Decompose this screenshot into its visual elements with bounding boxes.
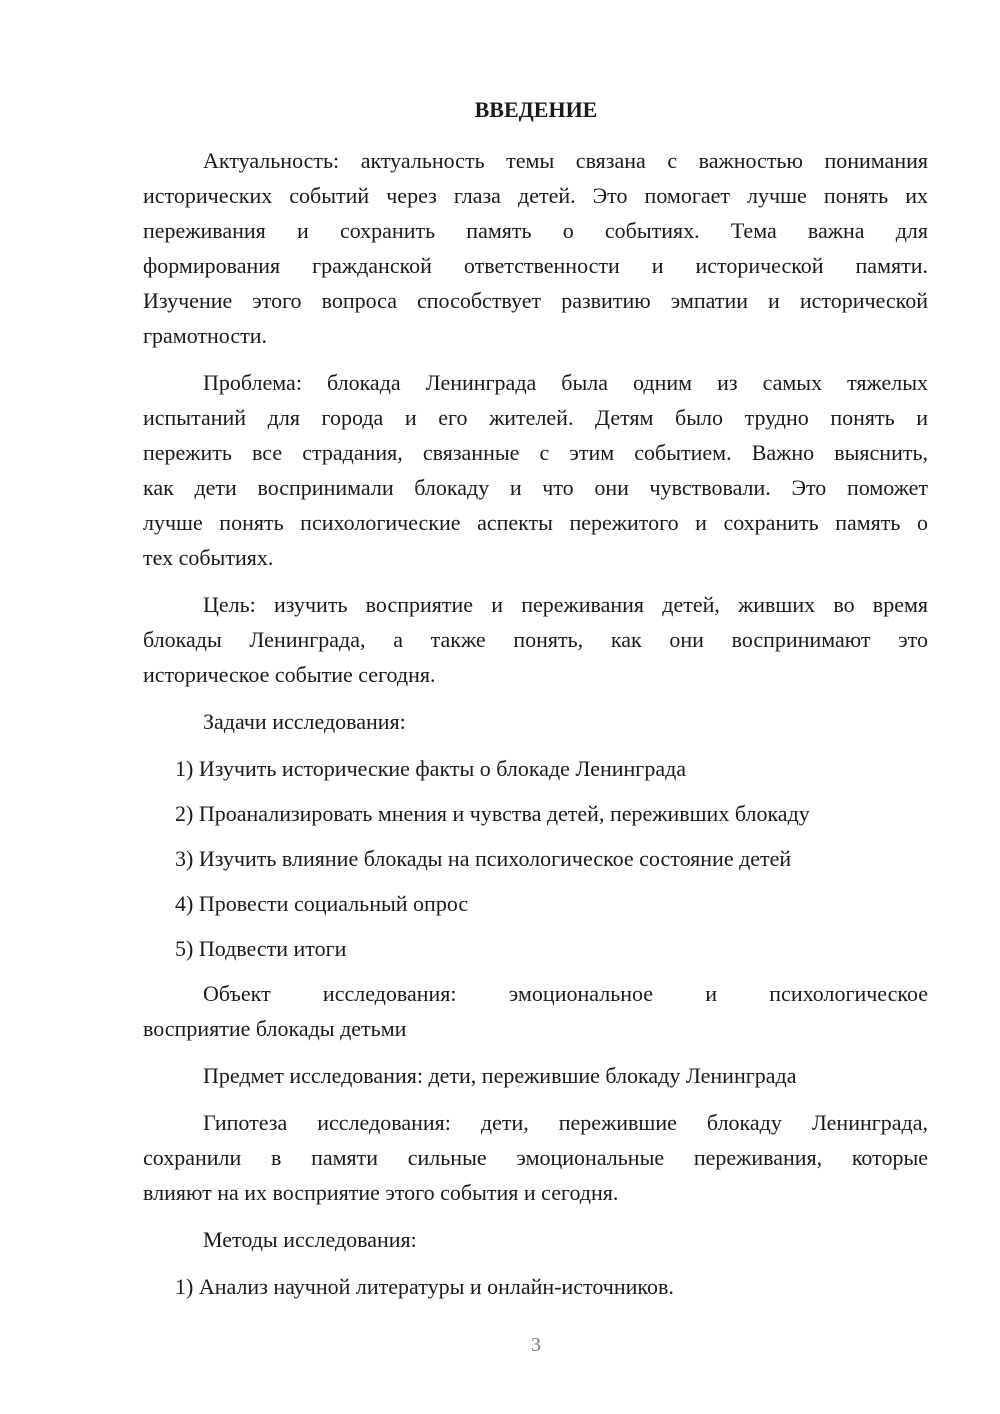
page-number: 3 (531, 1334, 541, 1356)
paragraph (143, 365, 928, 575)
text-line: Объект исследования: эмоциональное и психологическое (203, 981, 928, 1006)
text-line: грамотности. (143, 323, 268, 348)
list-item: 1) Анализ научной литературы и онлайн-источников. (175, 1274, 674, 1299)
list-item: 4) Провести социальный опрос (175, 891, 469, 916)
text-line: тех событиях. (143, 545, 274, 570)
text-line: формирования гражданской ответственности и исторической памяти. (143, 253, 928, 278)
paragraph (143, 1222, 928, 1257)
text-line: Предмет исследования: дети, пережившие блокаду Ленинграда (203, 1063, 797, 1088)
text-line: исторических событий через глаза детей. Это помогает лучше понять их (143, 183, 928, 208)
text-line: Проблема: блокада Ленинграда была одним из самых тяжелых (203, 370, 928, 395)
text-line: Актуальность: актуальность темы связана с важностью понимания (203, 148, 928, 173)
page-title: ВВЕДЕНИЕ (474, 97, 598, 122)
paragraph (143, 1105, 928, 1210)
text-line: блокады Ленинграда, а также понять, как они воспринимают это (143, 627, 928, 652)
text-line: Методы исследования: (203, 1227, 417, 1252)
list-item: 2) Проанализировать мнения и чувства детей, переживших блокаду (175, 801, 810, 826)
text-line: Задачи исследования: (203, 709, 406, 734)
document-body (143, 143, 928, 1314)
text-line: пережить все страдания, связанные с этим событием. Важно выяснить, (143, 440, 928, 465)
text-line: испытаний для города и его жителей. Детям было трудно понять и (143, 405, 928, 430)
paragraph (143, 587, 928, 692)
paragraph (143, 976, 928, 1046)
text-line: Изучение этого вопроса способствует развитию эмпатии и исторической (143, 288, 928, 313)
text-line: лучше понять психологические аспекты пережитого и сохранить память о (143, 510, 928, 535)
text-line: как дети воспринимали блокаду и что они чувствовали. Это поможет (143, 475, 928, 500)
text-line: влияют на их восприятие этого события и сегодня. (143, 1180, 619, 1205)
text-line: переживания и сохранить память о событиях. Тема важна для (143, 218, 928, 243)
list-item: 5) Подвести итоги (175, 936, 347, 961)
list-item: 1) Изучить исторические факты о блокаде Ленинграда (175, 756, 687, 781)
list-item: 3) Изучить влияние блокады на психологическое состояние детей (175, 846, 792, 871)
tasks-list (143, 751, 928, 976)
text-line: сохранили в памяти сильные эмоциональные переживания, которые (143, 1145, 928, 1170)
text-line: восприятие блокады детьми (143, 1016, 407, 1041)
paragraph (143, 143, 928, 353)
text-line: Гипотеза исследования: дети, пережившие блокаду Ленинграда, (203, 1110, 928, 1135)
methods-list (143, 1269, 928, 1314)
text-line: историческое событие сегодня. (143, 662, 436, 687)
paragraph (143, 704, 928, 739)
text-line: Цель: изучить восприятие и переживания детей, живших во время (203, 592, 928, 617)
paragraph (143, 1058, 928, 1093)
